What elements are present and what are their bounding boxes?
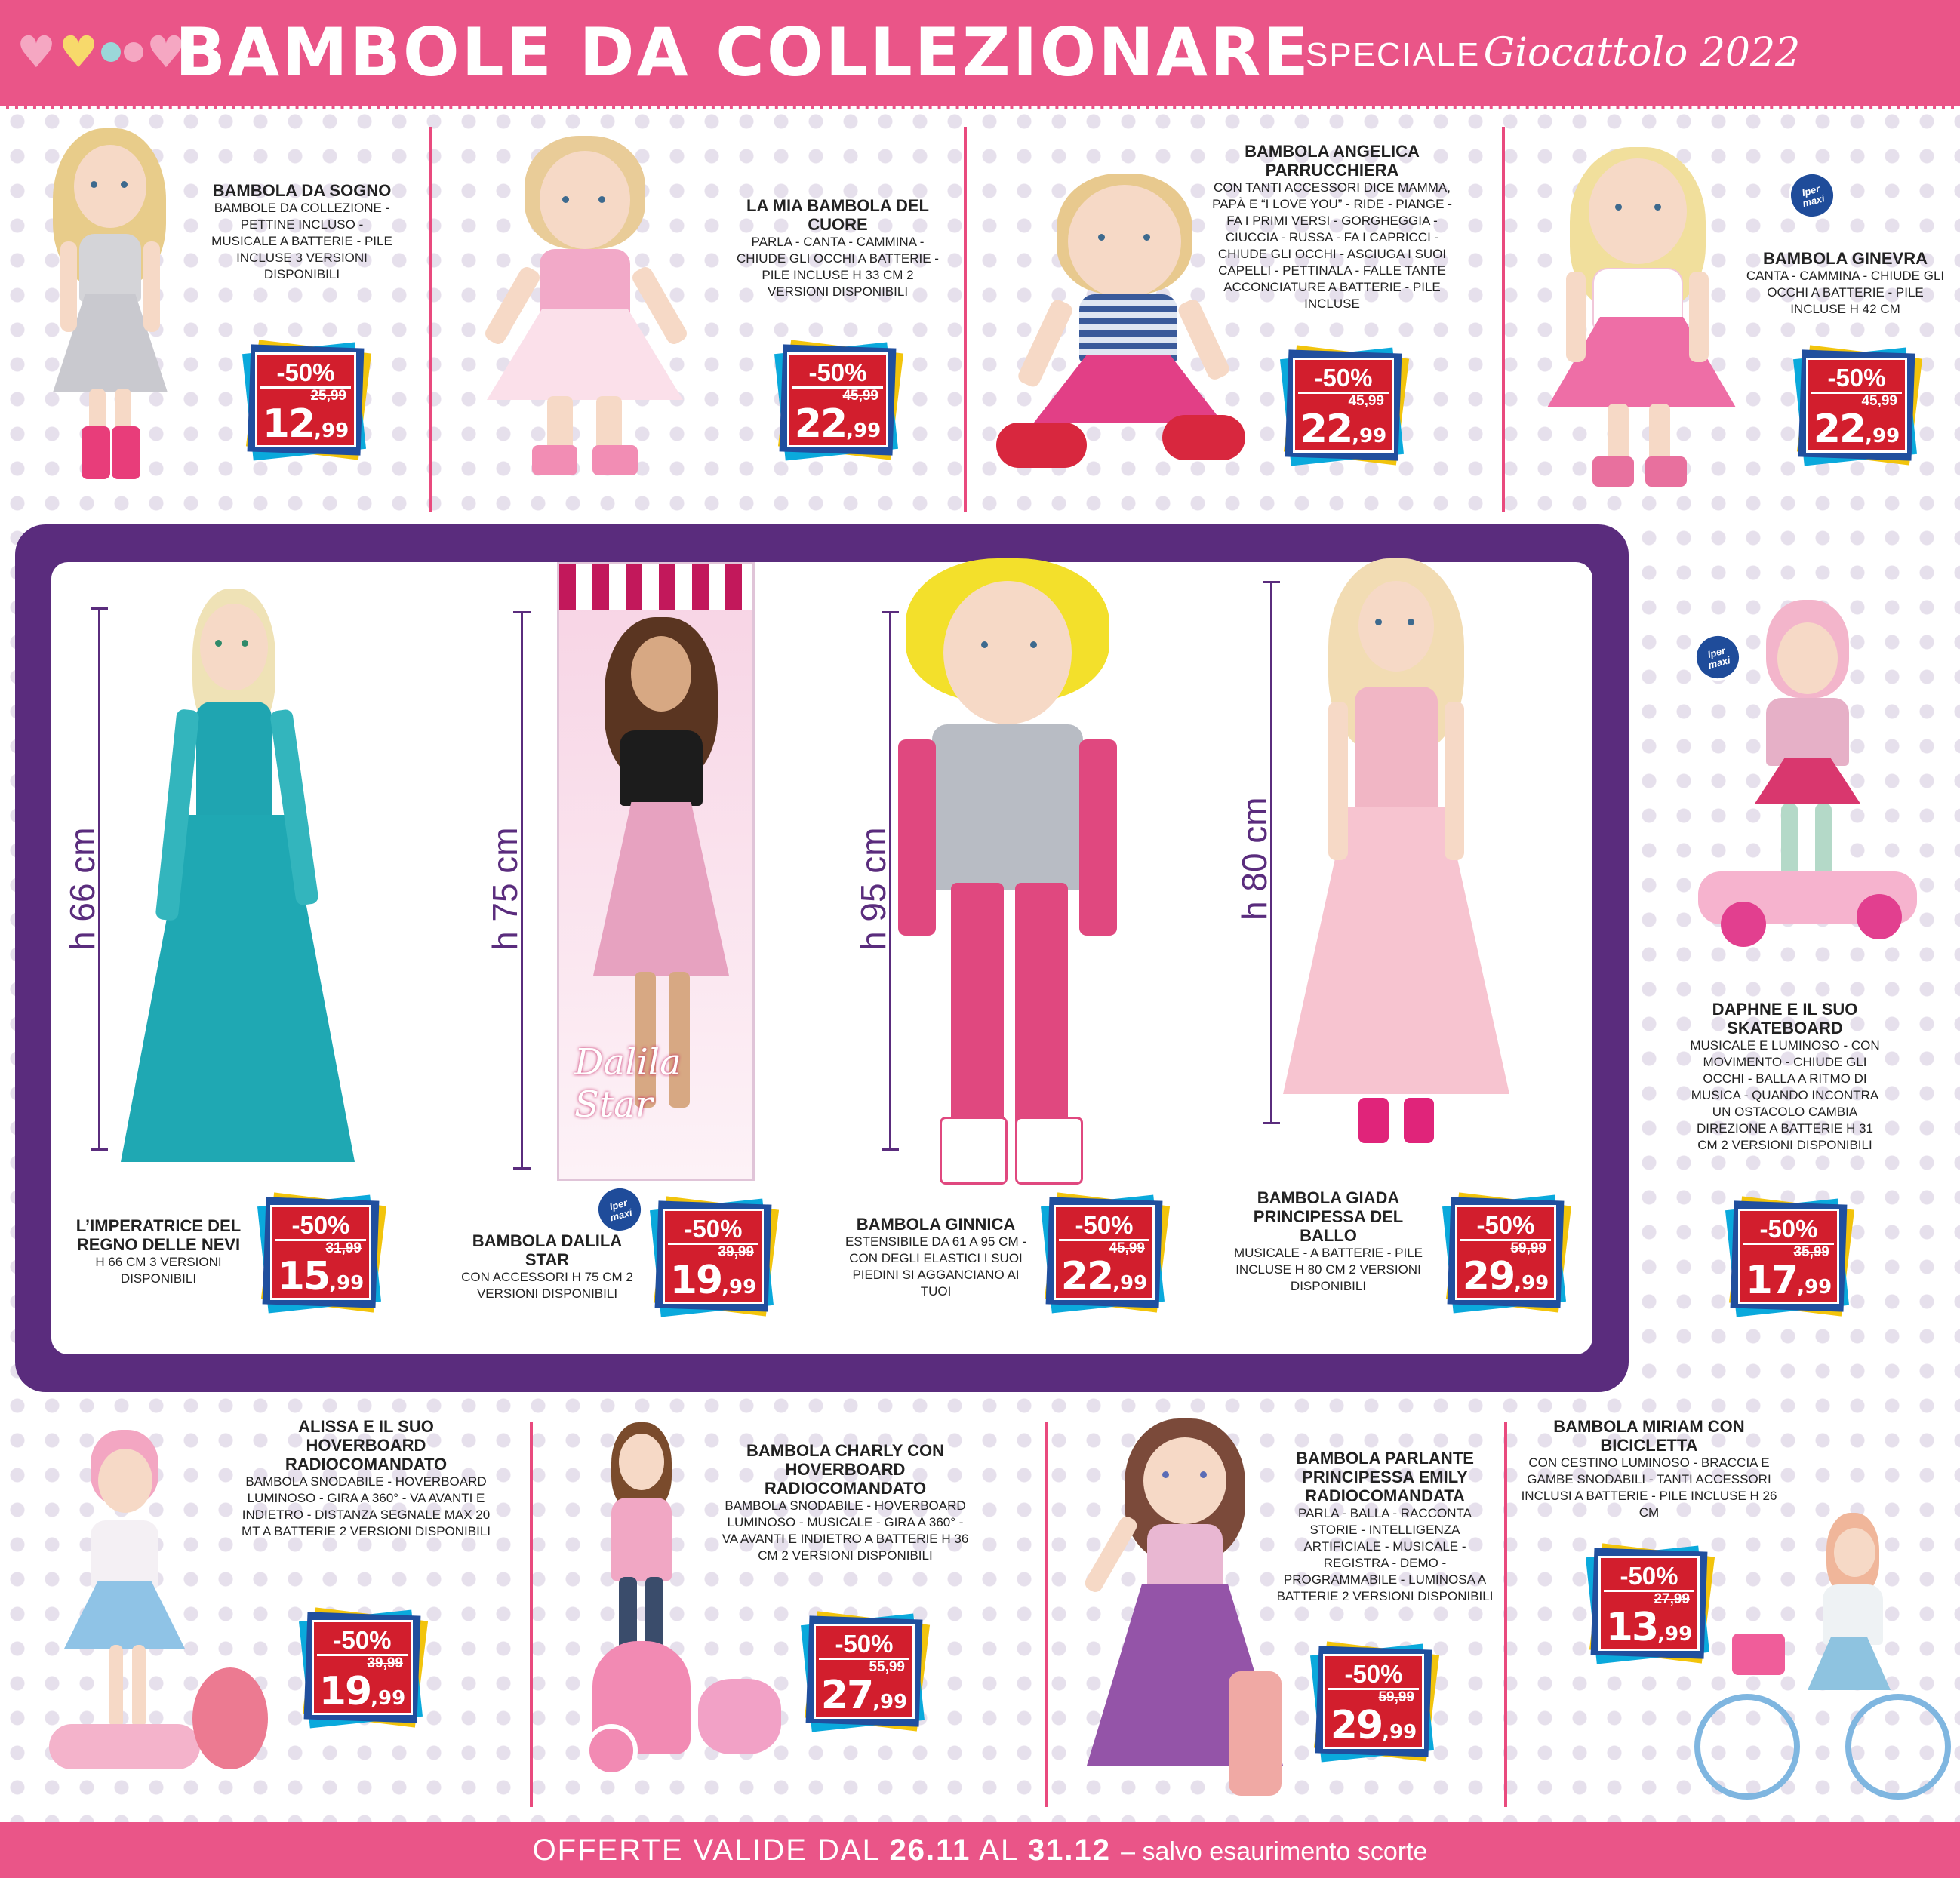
product-description: BAMBOLA SNODABILE - HOVERBOARD LUMINOSO - MUSICALE - GIRA A 360° - VA AVANTI E INDIETRO A BATTERIE H 36 CM 2 VERSIONI DISPONIBILI [722,1498,969,1563]
height-label: h 75 cm [485,827,525,951]
price-tag [298,1611,426,1724]
heart-icon: ♥ [59,26,98,78]
new-price [257,403,354,452]
discount-badge: -50% [1811,364,1902,394]
old-price: 25,99 [310,388,346,404]
price-tag [1792,349,1921,462]
discount-badge: -50% [260,359,351,389]
discount-badge: -50% [1604,1563,1694,1592]
product-image-imperatrice-regno-nevi [121,589,355,1185]
product-image-daphne-skateboard [1691,600,1925,962]
product-description: CON TANTI ACCESSORI DICE MAMMA, PAPÀ E “I LOVE YOU” - RIDE - PIANGE - FA I PRIMI VERSI - GORGHEGGIA - CIUCCIA - RUSSA - FA I CAPRICCI - CHIUDE GLI OCCHI - ASCIUGA I SUOI CAPELLI - PETTINALA - FALLE TANTE ACCONCIATURE A BATTERIE - PILE INCLUSE [1212,180,1452,311]
footer-lead: OFFERTE VALIDE DAL [532,1833,880,1867]
price-decimals: ,99 [1797,1276,1832,1299]
discount-badge: -50% [819,1631,909,1660]
price-tag [257,1196,385,1309]
new-price [1056,1256,1152,1305]
new-price [272,1256,369,1305]
price-integer: 22 [794,401,847,447]
product-description: CON CESTINO LUMINOSO - BRACCIA E GAMBE SNODABILI - TANTI ACCESSORI INCLUSI A BATTERIE - PILE INCLUSE H 26 CM [1521,1455,1777,1520]
heart-icon: ♥ [17,26,56,78]
product-name: BAMBOLA PARLANTE PRINCIPESSA EMILY RADIOCOMANDATA [1296,1449,1474,1505]
product-info-daphne-skateboard [1687,1000,1883,1154]
divider [429,127,432,512]
price-decimals: ,99 [329,1272,365,1295]
subtitle-script: Giocattolo 2022 [1483,30,1801,75]
height-label: h 95 cm [854,827,893,951]
product-description: PARLA - BALLA - RACCONTA STORIE - INTELLIGENZA ARTIFICIALE - MUSICALE - REGISTRA - DEMO - PROGRAMMABILE - LUMINOSA A BATTERIE 2 VERSIONI DISPONIBILI [1276,1506,1494,1603]
old-price: 39,99 [367,1655,403,1671]
product-image-bambola-dalila-star [557,562,755,1181]
divider [1045,1422,1048,1807]
remote-control-image [1229,1671,1282,1796]
dot-icon [101,42,121,62]
product-info-bambola-da-sogno [208,181,396,283]
subtitle-prefix: SPECIALE [1306,36,1481,73]
product-image-la-mia-bambola-del-cuore [464,136,706,490]
price-decimals: ,99 [1352,425,1387,447]
price-tag [1279,349,1408,462]
new-price [816,1674,912,1723]
product-name: BAMBOLA GINNICA [856,1215,1016,1234]
new-price [1325,1704,1422,1754]
product-info-bambola-charly [721,1441,970,1564]
price-integer: 27 [820,1673,873,1718]
new-price [665,1259,762,1308]
product-name: BAMBOLA MIRIAM CON BICICLETTA [1553,1417,1745,1455]
price-integer: 15 [277,1254,330,1299]
new-price [314,1671,411,1720]
discount-badge: -50% [317,1627,408,1656]
product-info-la-mia-bambola-del-cuore [736,196,940,300]
discount-badge: -50% [1059,1212,1149,1241]
old-price: 59,99 [1378,1689,1414,1705]
old-price: 45,99 [1861,393,1897,409]
old-price: 45,99 [842,388,878,404]
price-tag [1725,1200,1853,1313]
old-price: 45,99 [1348,393,1384,409]
product-description: MUSICALE E LUMINOSO - CON MOVIMENTO - CHIUDE GLI OCCHI - BALLA A RITMO DI MUSICA - QUANDO INCONTRA UN OSTACOLO CAMBIA DIREZIONE A BATTERIE H 31 CM 2 VERSIONI DISPONIBILI [1690,1038,1880,1152]
price-tag [1309,1645,1438,1758]
price-decimals: ,99 [846,420,882,442]
product-image-bambola-da-sogno [45,128,174,483]
price-decimals: ,99 [1865,425,1900,447]
height-label: h 66 cm [63,827,102,951]
new-price [1740,1259,1837,1308]
header-decorations [17,26,186,78]
divider [1502,127,1505,512]
iper-maxi-badge: Iper maxi [591,1181,648,1238]
price-integer: 19 [669,1258,722,1303]
price-decimals: ,99 [314,420,349,442]
product-name: ALISSA E IL SUO HOVERBOARD RADIOCOMANDATO [285,1417,448,1474]
old-price: 27,99 [1654,1591,1690,1607]
product-name: DAPHNE E IL SUO SKATEBOARD [1712,1000,1858,1037]
price-integer: 19 [318,1669,371,1714]
page-title: BAMBOLE DA COLLEZIONARE [175,14,1311,91]
old-price: 31,99 [325,1240,362,1256]
product-info-bambola-giada [1230,1188,1426,1295]
price-decimals: ,99 [1382,1721,1417,1744]
footer-mid: AL [979,1833,1018,1867]
old-price: 35,99 [1793,1244,1829,1260]
product-description: PARLA - CANTA - CAMMINA - CHIUDE GLI OCCHI A BATTERIE - PILE INCLUSE H 33 CM 2 VERSIONI DISPONIBILI [737,235,939,299]
old-price: 59,99 [1510,1240,1546,1256]
product-description: CON ACCESSORI H 75 CM 2 VERSIONI DISPONIBILI [461,1270,633,1301]
price-decimals: ,99 [371,1687,406,1710]
price-integer: 22 [1813,407,1866,452]
footer-date-to: 31.12 [1027,1833,1111,1867]
discount-badge: -50% [1743,1216,1834,1245]
product-info-bambola-dalila-star [453,1231,642,1302]
price-tag [1040,1196,1168,1309]
discount-badge: -50% [1328,1661,1419,1690]
iper-maxi-badge: Iper maxi [1689,629,1746,686]
price-integer: 13 [1605,1605,1658,1650]
heart-icon: ♥ [146,26,186,78]
product-name: BAMBOLA GIADA PRINCIPESSA DEL BALLO [1253,1188,1404,1245]
price-decimals: ,99 [1657,1623,1693,1646]
product-info-principessa-emily [1275,1449,1494,1605]
product-name: BAMBOLA ANGELICA PARRUCCHIERA [1245,142,1420,180]
price-integer: 29 [1462,1254,1515,1299]
new-price [1295,408,1392,457]
remote-control-image [192,1667,268,1769]
price-integer: 29 [1330,1703,1383,1748]
discount-badge: -50% [668,1216,758,1245]
product-info-bambola-angelica-parrucchiera [1204,142,1460,312]
product-info-imperatrice-regno-nevi [60,1216,257,1287]
price-tag [1442,1196,1570,1309]
product-name: BAMBOLA CHARLY CON HOVERBOARD RADIOCOMANDATO [746,1441,944,1498]
product-name: BAMBOLA GINEVRA [1763,249,1928,268]
product-description: CANTA - CAMMINA - CHIUDE GLI OCCHI A BATTERIE - PILE INCLUSE H 42 CM [1746,269,1945,316]
price-integer: 12 [262,401,315,447]
footer-banner [0,1822,1960,1878]
footer-note: – salvo esaurimento scorte [1121,1837,1428,1866]
dot-icon [124,42,143,62]
product-image-bambola-giada [1283,558,1509,1147]
product-name: BAMBOLA DALILA STAR [472,1231,623,1269]
product-info-bambola-ginevra [1743,249,1947,318]
product-image-bambola-miriam [1694,1513,1951,1811]
old-price: 55,99 [869,1659,905,1675]
price-tag [800,1615,928,1728]
price-tag [649,1200,777,1313]
footer-date-from: 26.11 [889,1833,971,1867]
product-name: L’IMPERATRICE DEL REGNO DELLE NEVI [75,1216,242,1254]
price-decimals: ,99 [1112,1272,1148,1295]
product-description: BAMBOLE DA COLLEZIONE - PETTINE INCLUSO - MUSICALE A BATTERIE - PILE INCLUSE 3 VERSIONI DISPONIBILI [211,201,392,281]
product-info-bambola-miriam [1513,1417,1785,1521]
height-label: h 80 cm [1235,797,1274,921]
price-tag [774,343,902,456]
product-info-bambola-ginnica [838,1215,1034,1300]
new-price [1457,1256,1554,1305]
price-decimals: ,99 [1514,1272,1549,1295]
divider [1504,1422,1507,1807]
product-info-alissa-hoverboard [242,1417,491,1540]
price-decimals: ,99 [872,1691,908,1714]
iper-maxi-badge: Iper maxi [1783,167,1841,224]
product-name: BAMBOLA DA SOGNO [212,181,392,200]
box-logo: Dalila Star [574,1041,682,1126]
price-decimals: ,99 [722,1276,757,1299]
discount-badge: -50% [792,359,883,389]
product-image-bambola-ginevra [1540,147,1743,502]
discount-badge: -50% [1298,364,1389,394]
old-price: 39,99 [718,1244,754,1260]
discount-badge: -50% [275,1212,366,1241]
new-price [789,403,886,452]
product-name: LA MIA BAMBOLA DEL CUORE [746,196,929,234]
price-integer: 22 [1300,407,1352,452]
product-image-bambola-ginnica [898,558,1117,1192]
product-description: ESTENSIBILE DA 61 A 95 CM - CON DEGLI ELASTICI I SUOI PIEDINI SI AGGANCIANO AI TUOI [845,1234,1026,1299]
old-price: 45,99 [1109,1240,1145,1256]
price-integer: 22 [1060,1254,1113,1299]
product-description: H 66 CM 3 VERSIONI DISPONIBILI [95,1255,222,1286]
price-integer: 17 [1745,1258,1798,1303]
discount-badge: -50% [1460,1212,1551,1241]
new-price [1601,1606,1697,1655]
product-description: MUSICALE - A BATTERIE - PILE INCLUSE H 80 CM 2 VERSIONI DISPONIBILI [1233,1246,1423,1293]
header-banner [0,0,1960,109]
divider [530,1422,533,1807]
price-tag [242,343,370,456]
divider [964,127,967,512]
page-subtitle [1306,30,1800,75]
new-price [1808,408,1905,457]
product-image-alissa-hoverboard [49,1430,200,1777]
product-description: BAMBOLA SNODABILE - HOVERBOARD LUMINOSO - GIRA A 360° - VA AVANTI E INDIETRO - DISTANZA SEGNALE MAX 20 MT A BATTERIE 2 VERSIONI DISPONIBILI [242,1474,491,1538]
